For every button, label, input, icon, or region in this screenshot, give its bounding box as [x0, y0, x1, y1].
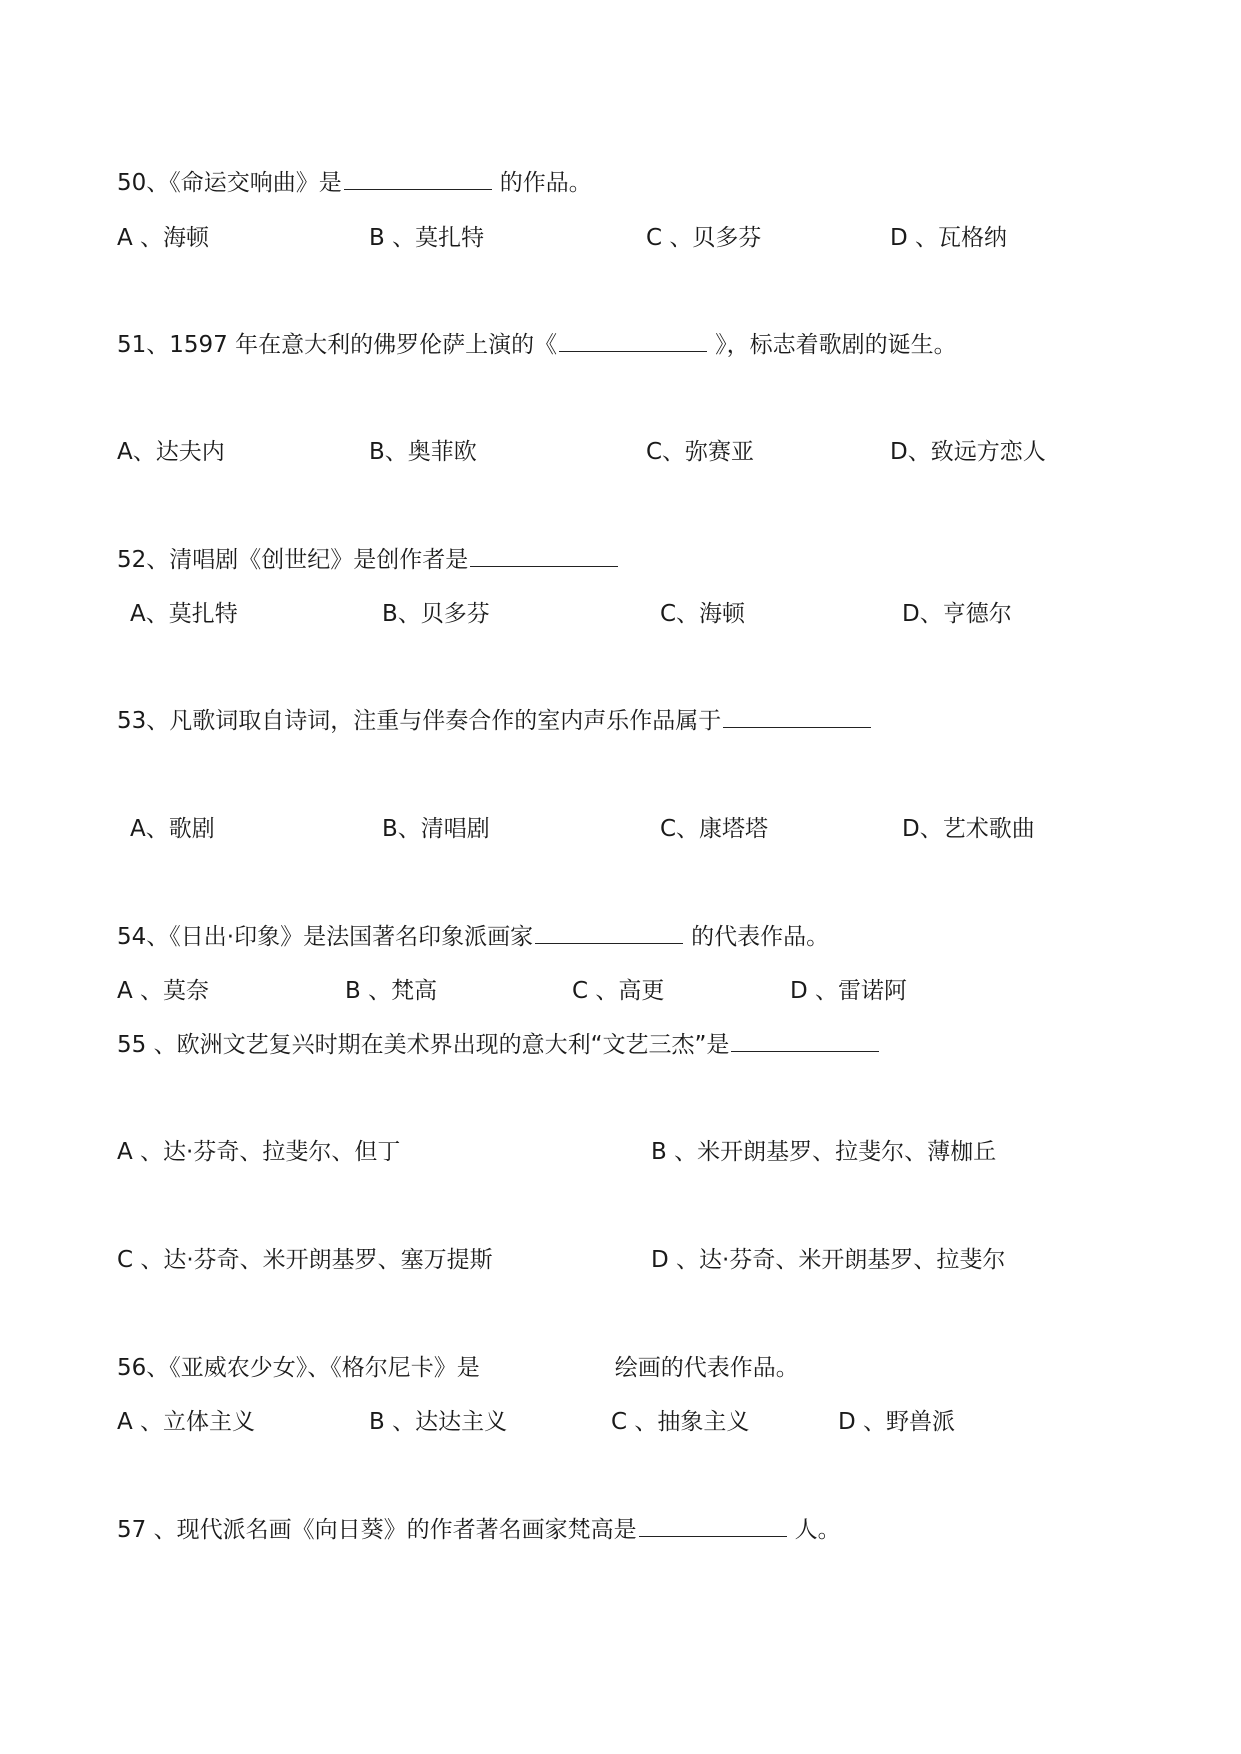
option-c: C 、达·芬奇、米开朗基罗、塞万提斯 — [117, 1247, 493, 1273]
question-53 — [117, 706, 879, 736]
question-text-tail: 的作品。 — [499, 170, 592, 196]
answer-blank — [723, 707, 871, 728]
option-a: A 、达·芬奇、拉斐尔、但丁 — [117, 1139, 401, 1165]
question-text-tail: 人。 — [794, 1517, 841, 1543]
question-text: 52、清唱剧《创世纪》是创作者是 — [117, 547, 469, 573]
question-text: 54、《日出·印象》是法国著名印象派画家 — [117, 924, 534, 950]
option-a: A、莫扎特 — [130, 601, 238, 627]
answer-blank — [559, 331, 707, 352]
option-b: B 、米开朗基罗、拉斐尔、薄枷丘 — [651, 1139, 997, 1165]
option-c: C、海顿 — [660, 601, 746, 627]
option-a: A、歌剧 — [130, 816, 215, 842]
option-d: D、艺术歌曲 — [902, 816, 1035, 842]
option-b: B、清唱剧 — [382, 816, 490, 842]
question-57 — [117, 1515, 841, 1545]
question-56 — [117, 1353, 799, 1383]
question-52 — [117, 545, 626, 575]
answer-blank — [344, 169, 492, 190]
option-b: B、奥菲欧 — [369, 439, 477, 465]
option-a: A 、莫奈 — [117, 978, 210, 1004]
answer-blank — [639, 1516, 787, 1537]
answer-blank — [470, 546, 618, 567]
question-54 — [117, 922, 829, 952]
option-d: D 、达·芬奇、米开朗基罗、拉斐尔 — [651, 1247, 1006, 1273]
question-text: 50、《命运交响曲》是 — [117, 170, 342, 196]
option-c: C、康塔塔 — [660, 816, 769, 842]
answer-blank — [731, 1031, 879, 1052]
question-text: 57 、现代派名画《向日葵》的作者著名画家梵高是 — [117, 1517, 637, 1543]
question-text: 51、1597 年在意大利的佛罗伦萨上演的《 — [117, 332, 558, 358]
question-50 — [117, 168, 592, 198]
option-a: A 、立体主义 — [117, 1409, 256, 1435]
option-c: C、弥赛亚 — [646, 439, 755, 465]
question-text: 56、《亚威农少女》、《格尔尼卡》是 — [117, 1355, 480, 1381]
option-d: D 、野兽派 — [838, 1409, 956, 1435]
question-text-tail: 的代表作品。 — [691, 924, 830, 950]
option-b: B 、梵高 — [345, 978, 438, 1004]
question-text: 55 、欧洲文艺复兴时期在美术界出现的意大利“文艺三杰”是 — [117, 1032, 730, 1058]
option-a: A 、海顿 — [117, 225, 210, 251]
option-b: B、贝多芬 — [382, 601, 490, 627]
question-text: 53、凡歌词取自诗词，注重与伴奏合作的室内声乐作品属于 — [117, 708, 722, 734]
question-51 — [117, 330, 957, 360]
question-55 — [117, 1030, 887, 1060]
option-a: A、达夫内 — [117, 439, 225, 465]
answer-blank — [535, 923, 683, 944]
option-d: D 、瓦格纳 — [890, 225, 1008, 251]
option-c: C 、贝多芬 — [646, 225, 762, 251]
option-c: C 、高更 — [572, 978, 665, 1004]
option-d: D、致远方恋人 — [890, 439, 1046, 465]
option-b: B 、莫扎特 — [369, 225, 485, 251]
question-text-tail: 》，标志着歌剧的诞生。 — [715, 332, 957, 358]
question-text-tail: 绘画的代表作品。 — [614, 1355, 799, 1381]
option-b: B 、达达主义 — [369, 1409, 508, 1435]
option-d: D、亨德尔 — [902, 601, 1012, 627]
option-d: D 、雷诺阿 — [790, 978, 908, 1004]
option-c: C 、抽象主义 — [611, 1409, 750, 1435]
